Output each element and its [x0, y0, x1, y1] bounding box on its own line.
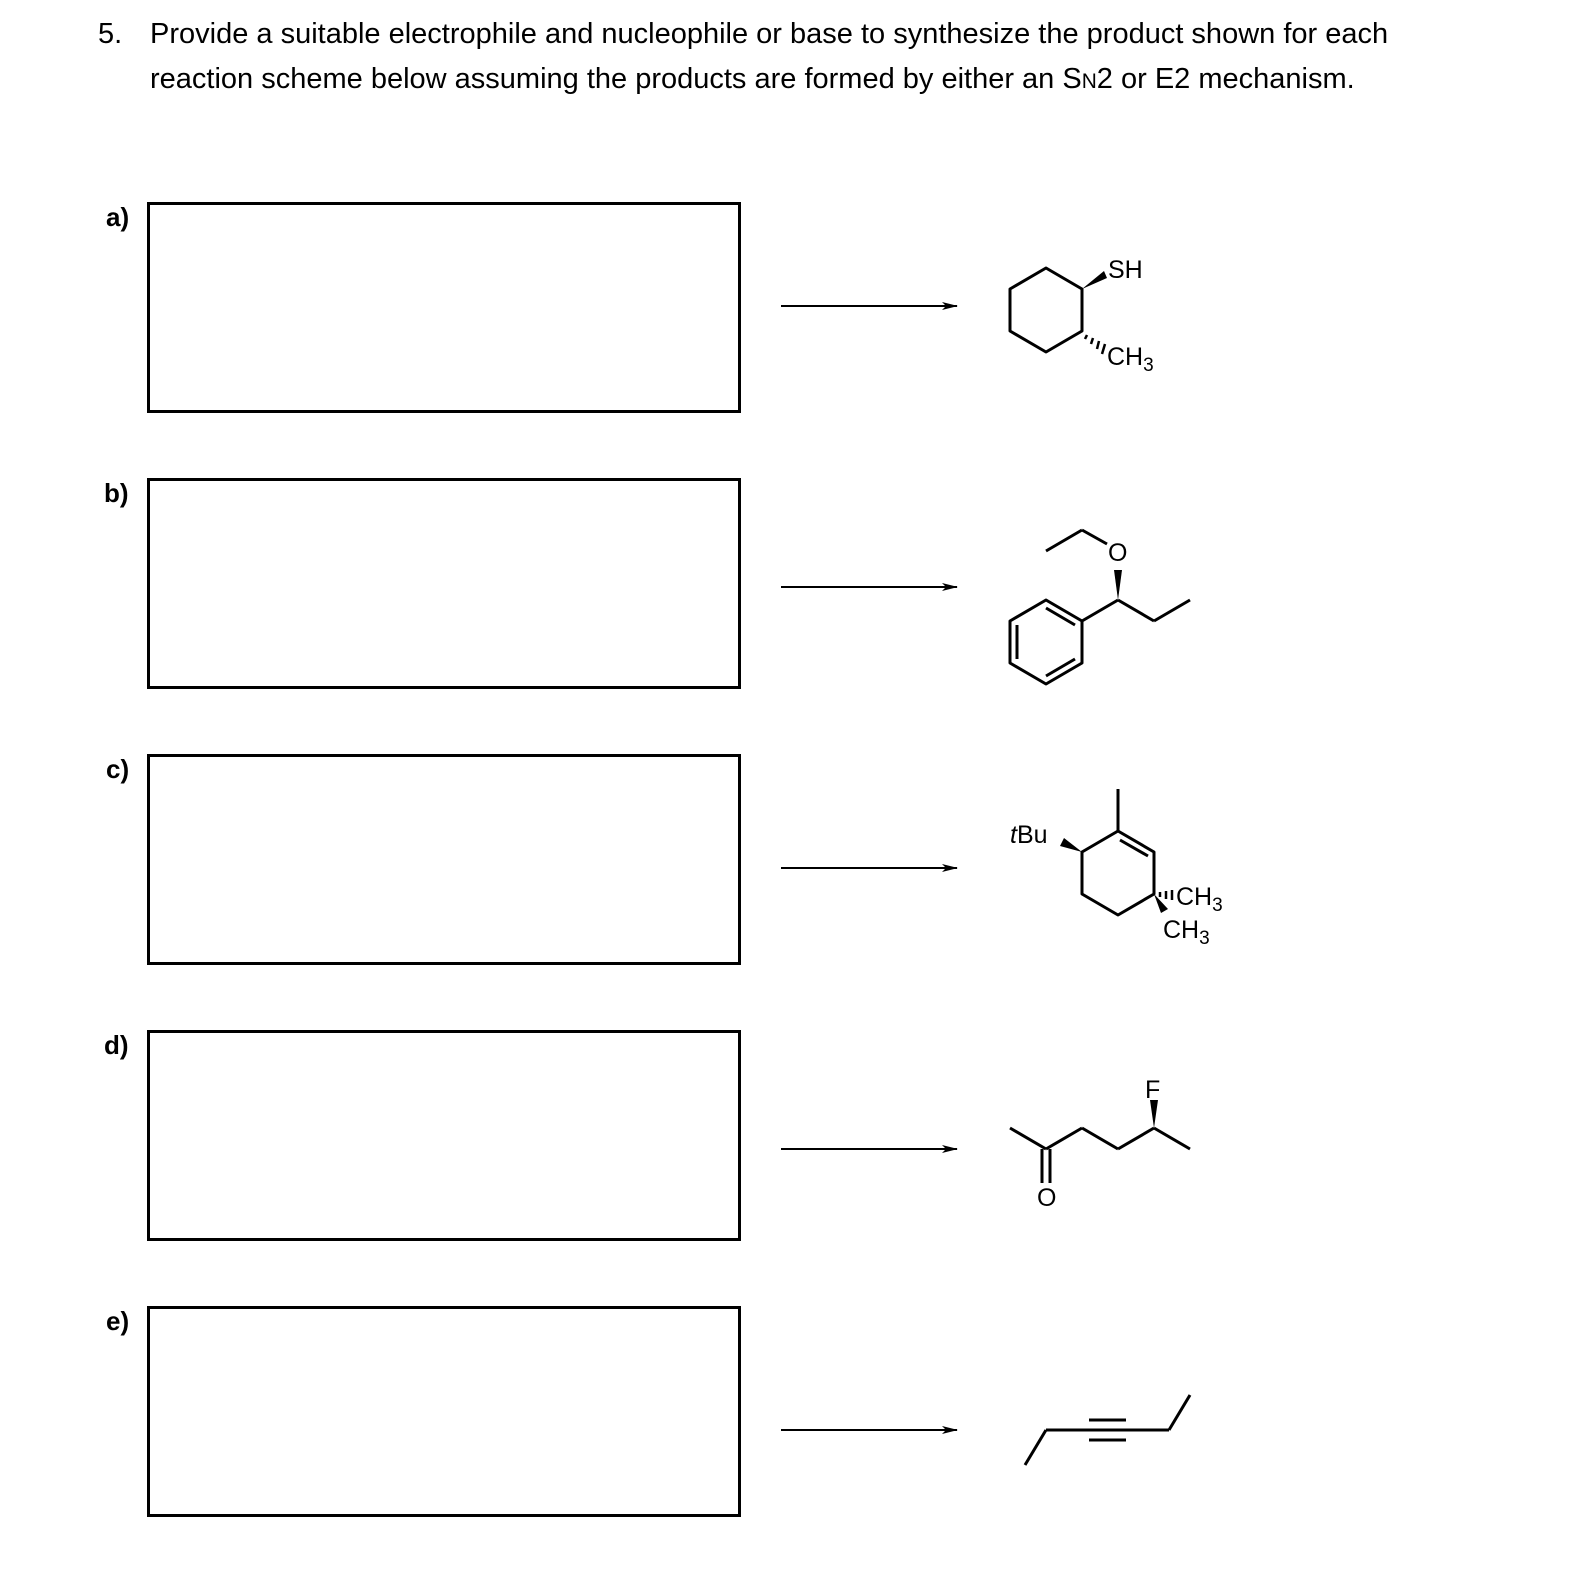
part-a-label: a): [106, 202, 130, 232]
bond: [1046, 530, 1082, 551]
bond: [1082, 530, 1107, 544]
bond: [1025, 1430, 1046, 1465]
bond: [1046, 1128, 1082, 1149]
atom-o-d: O: [1037, 1184, 1057, 1212]
bond: [1154, 1128, 1190, 1149]
product-c: [1060, 789, 1172, 915]
product-a: [1010, 268, 1107, 354]
atom-tbu: [1010, 821, 1048, 849]
bond: [1118, 600, 1154, 621]
atom-tbu-italic-t: t: [1010, 821, 1017, 849]
aromatic-inner-bond: [1046, 608, 1075, 625]
bond: [1082, 600, 1118, 621]
product-d: [1010, 1100, 1190, 1183]
atom-o-b: O: [1108, 539, 1128, 567]
product-e: [1025, 1395, 1190, 1465]
hashed-bond-ch3: [1085, 335, 1105, 354]
part-c-label: c): [106, 754, 130, 784]
cyclohexane-ring: [1010, 268, 1082, 352]
atom-ch3-wedge-c: $CH_3$: [1163, 916, 1210, 949]
bond: [1169, 1395, 1190, 1430]
wedge-bond-sh: [1082, 271, 1107, 289]
hashed-bond-ch3: [1160, 890, 1172, 900]
part-e-label: e): [106, 1306, 130, 1336]
product-b: [1010, 530, 1190, 684]
bond: [1082, 1128, 1118, 1149]
question-subscript: N: [1081, 70, 1097, 93]
bond: [1154, 600, 1190, 621]
ring-double-bond: [1120, 840, 1148, 856]
atom-f-d: F: [1145, 1076, 1161, 1104]
atom-sh: SH: [1108, 256, 1143, 284]
part-d-label: d): [104, 1030, 129, 1060]
wedge-bond-o: [1114, 570, 1122, 600]
atom-ch3-hash-c: $CH_3$: [1176, 883, 1223, 916]
wedge-bond-tbu: [1060, 838, 1082, 852]
bond: [1010, 1128, 1046, 1149]
bond: [1118, 1128, 1154, 1149]
cyclohexene-ring: [1082, 831, 1154, 915]
question-text-end: 2 or E2 mechanism.: [1096, 63, 1355, 95]
part-b-label: b): [104, 478, 129, 508]
atom-ch3-a: $CH_3$: [1107, 343, 1154, 376]
benzene-ring: [1010, 600, 1082, 684]
atom-tbu-rest: Bu: [1016, 821, 1048, 849]
question-text-main: Provide a suitable electrophile and nucleophile or base to synthesize the product shown for each reaction scheme below assuming the products are formed by either an S: [150, 18, 1389, 95]
question-number: 5.: [98, 18, 123, 50]
aromatic-inner-bond: [1046, 659, 1075, 676]
wedge-bond-f: [1150, 1100, 1158, 1128]
